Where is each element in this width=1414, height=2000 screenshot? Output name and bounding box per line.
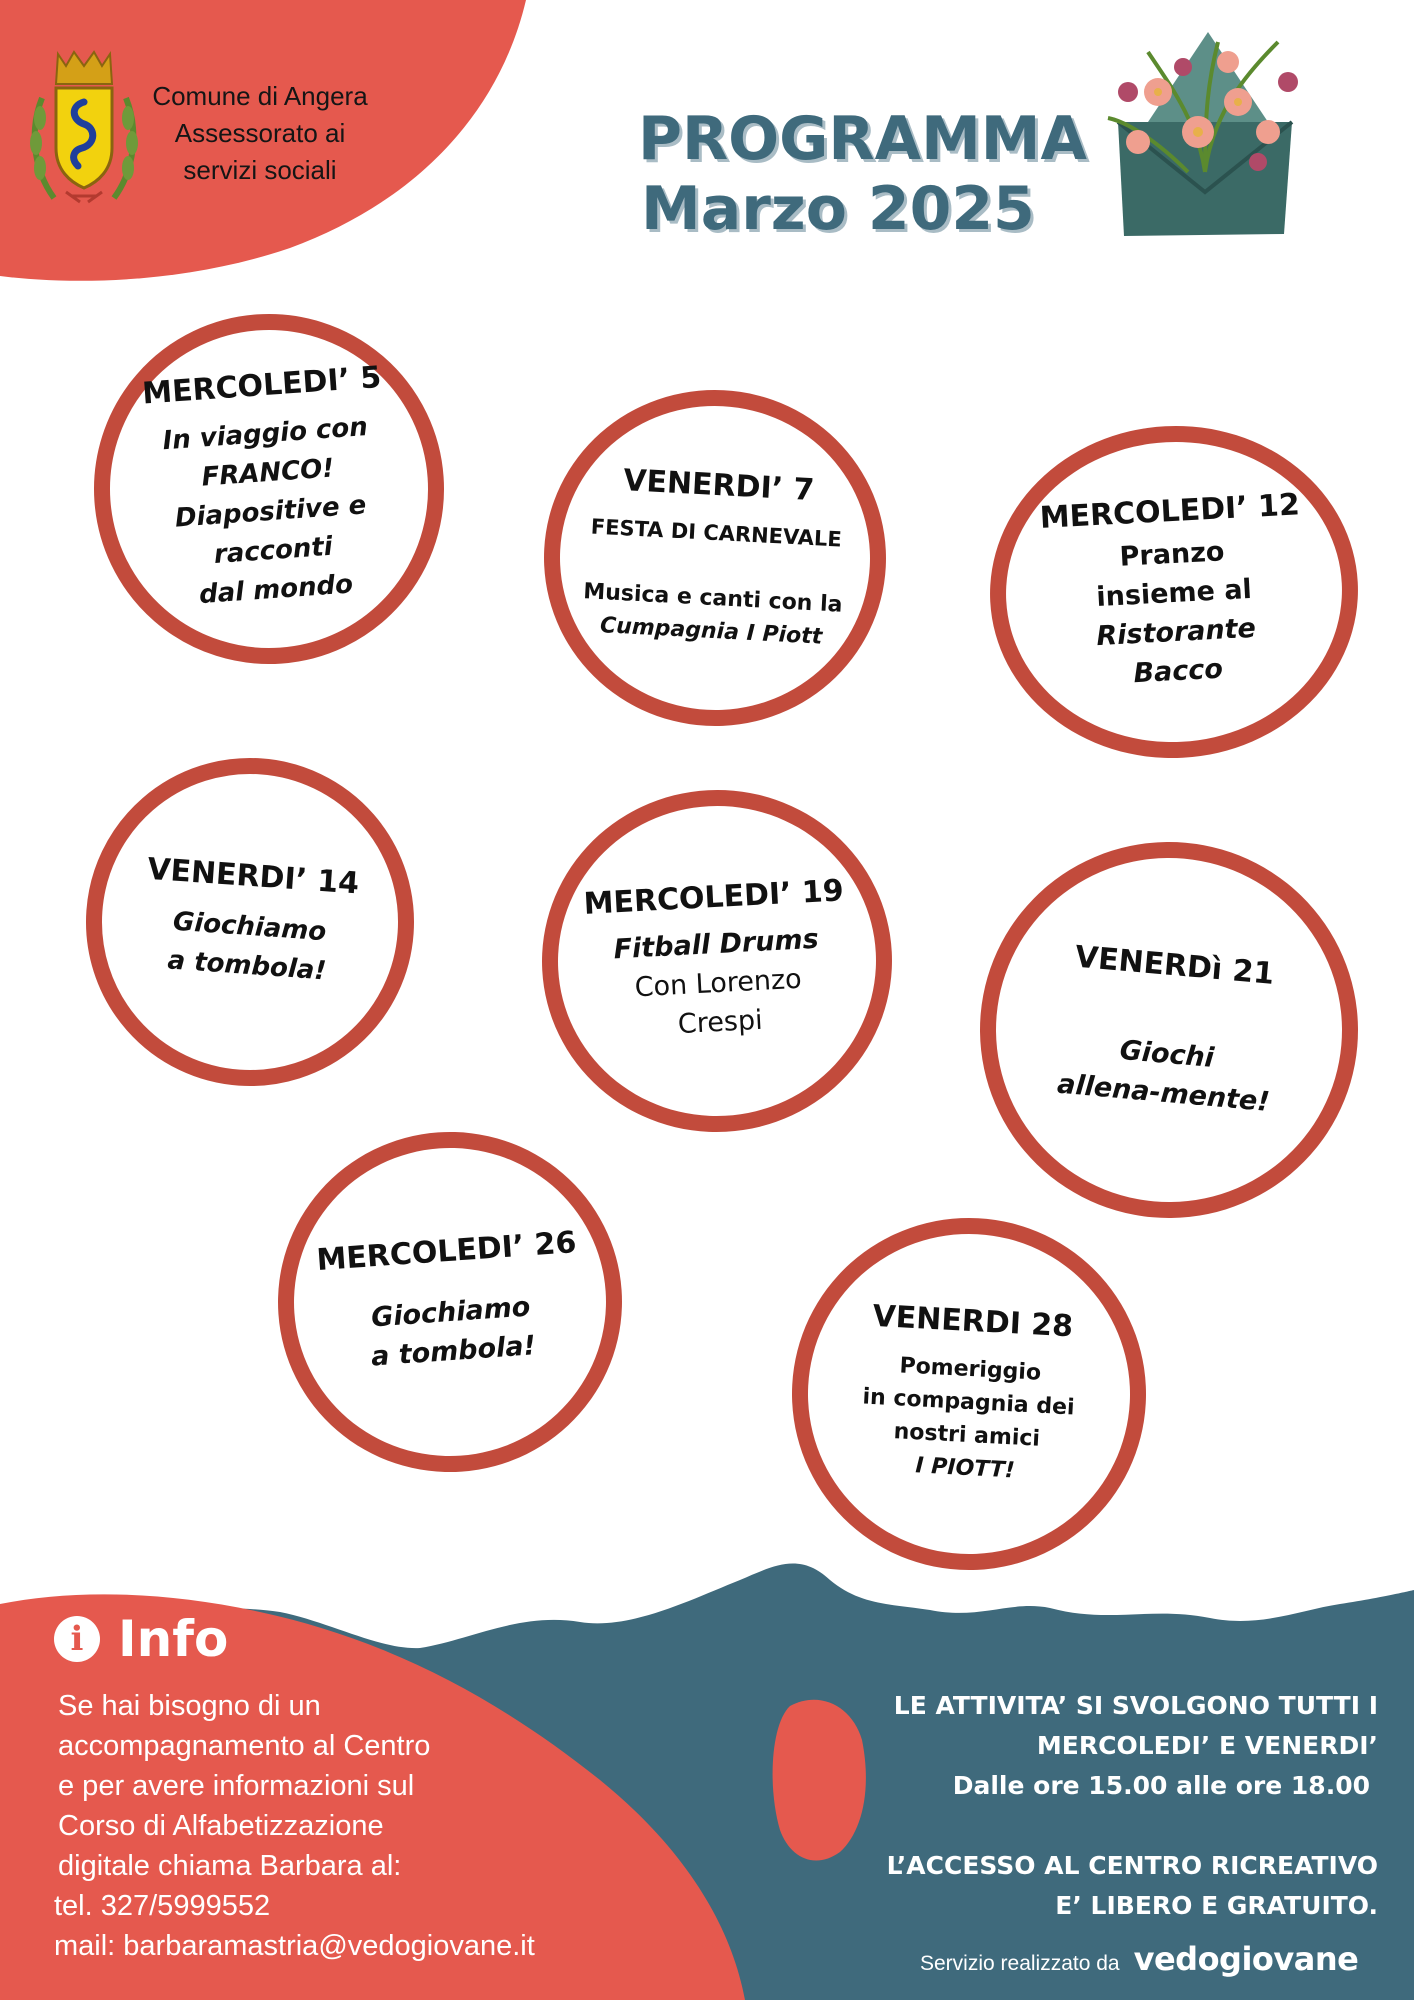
- event-day: MERCOLEDI’ 5: [141, 359, 383, 412]
- event-line: racconti: [212, 531, 334, 570]
- event-description: [1056, 1025, 1275, 1121]
- event-line: insieme al: [1095, 573, 1253, 613]
- event-day: MERCOLEDI’ 26: [315, 1224, 578, 1278]
- credit-label: Servizio realizzato da: [920, 1952, 1120, 1975]
- vedogiovane-logo: vedogiovane: [1133, 1940, 1359, 1978]
- event-line: in compagnia dei: [861, 1383, 1076, 1421]
- event-line: I PIOTT!: [914, 1452, 1016, 1483]
- event-line: a tombola!: [370, 1329, 537, 1373]
- event-line: Giochiamo: [172, 906, 328, 947]
- org-line: Comune di Angera: [152, 81, 368, 111]
- credit-line: [920, 1940, 1358, 1978]
- event-line: FESTA DI CARNEVALE: [590, 514, 843, 552]
- event-line: Pomeriggio: [898, 1352, 1042, 1386]
- event-line: In viaggio con: [161, 412, 369, 457]
- event-description: [1091, 530, 1259, 694]
- title-programma: PROGRAMMA: [638, 104, 1087, 174]
- event-description: [166, 902, 330, 991]
- event-day: VENERDI 28: [871, 1298, 1074, 1344]
- schedule-line: E’ LIBERO E GRATUITO.: [1055, 1891, 1378, 1920]
- event-description: [367, 1287, 537, 1376]
- organization-name: [126, 78, 394, 189]
- info-text: [54, 1686, 698, 1966]
- info-line: digitale chiama Barbara al:: [58, 1850, 402, 1882]
- org-line: servizi sociali: [183, 155, 337, 185]
- event-description: [161, 408, 380, 617]
- flower-envelope-illustration: [1088, 22, 1322, 244]
- schedule-line: LE ATTIVITA’ SI SVOLGONO TUTTI I: [893, 1691, 1378, 1720]
- event-line: nostri amici: [893, 1418, 1041, 1452]
- schedule-line: Dalle ore 15.00 alle ore 18.00: [952, 1771, 1370, 1800]
- event-line: dal mondo: [198, 569, 354, 611]
- event-day: MERCOLEDI’ 19: [582, 873, 845, 922]
- event-line: Crespi: [677, 1004, 764, 1041]
- event-line: allena-mente!: [1056, 1068, 1271, 1118]
- info-title: Info: [118, 1610, 229, 1668]
- event-line: Diapositive e: [174, 490, 368, 534]
- info-line: Se hai bisogno di un: [58, 1690, 321, 1722]
- schedule-line: L’ACCESSO AL CENTRO RICREATIVO: [886, 1851, 1378, 1880]
- info-heading: [54, 1610, 228, 1668]
- event-line: Musica e canti con la: [582, 579, 844, 618]
- title-month: Marzo 2025: [641, 174, 1035, 244]
- phone-number[interactable]: tel. 327/5999552: [54, 1890, 271, 1922]
- event-line: a tombola!: [166, 944, 328, 986]
- email-address[interactable]: mail: barbaramastria@vedogiovane.it: [54, 1930, 535, 1962]
- event-day: VENERDI’ 14: [146, 851, 361, 901]
- info-icon: i: [54, 1616, 100, 1662]
- event-line: Pranzo: [1118, 535, 1226, 573]
- event-day: VENERDI’ 7: [622, 463, 816, 509]
- event-day: MERCOLEDI’ 12: [1038, 486, 1301, 536]
- event-line: Cumpagnia I Piott: [599, 613, 823, 650]
- schedule-line: [830, 1806, 1378, 1846]
- event-line: FRANCO!: [200, 453, 336, 493]
- event-line: Fitball Drums: [612, 923, 820, 966]
- event-line: Con Lorenzo: [633, 963, 803, 1004]
- event-day: VENERDì 21: [1073, 939, 1276, 992]
- event-line: Bacco: [1132, 653, 1224, 689]
- event-line: Ristorante: [1095, 612, 1257, 652]
- event-line: Giochi: [1118, 1034, 1216, 1074]
- info-line: accompagnamento al Centro: [58, 1730, 431, 1762]
- schedule-text: [830, 1686, 1378, 1926]
- schedule-line: MERCOLEDI’ E VENERDI’: [1036, 1731, 1378, 1760]
- event-line: Giochiamo: [370, 1290, 532, 1333]
- org-line: Assessorato ai: [174, 118, 346, 148]
- info-line: e per avere informazioni sul: [58, 1770, 415, 1802]
- info-line: Corso di Alfabetizzazione: [58, 1810, 384, 1842]
